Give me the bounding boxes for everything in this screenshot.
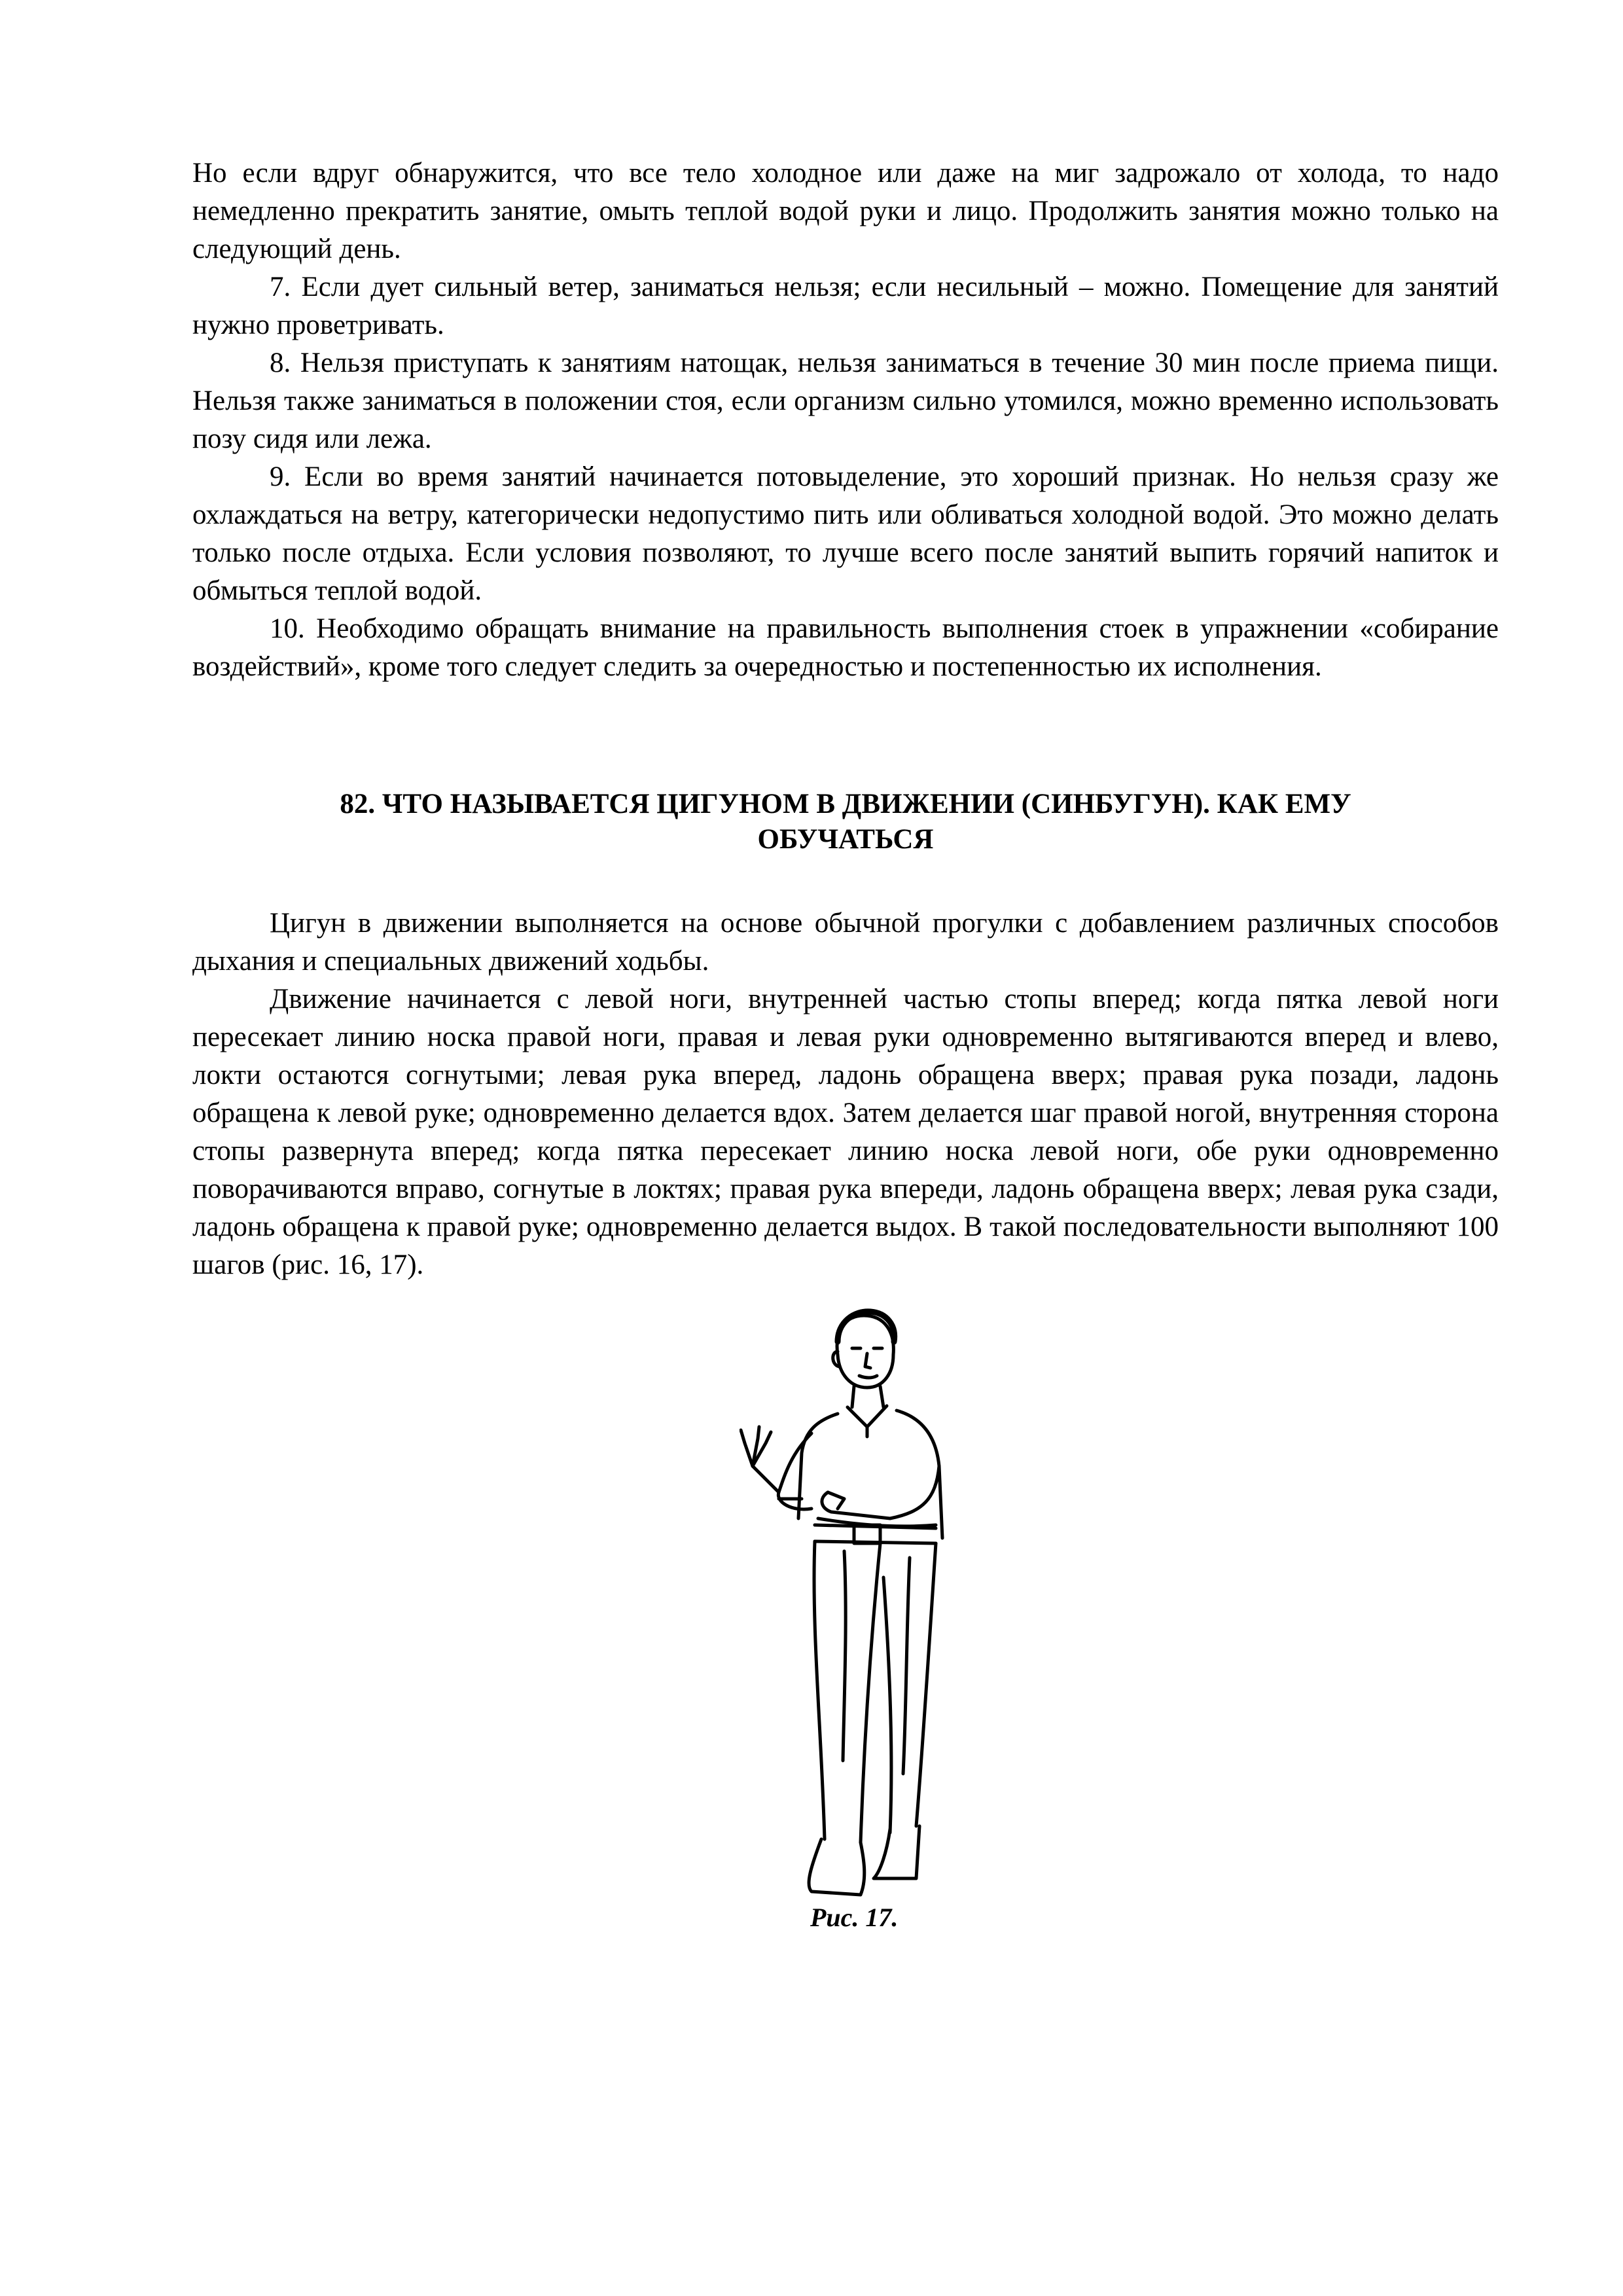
- paragraph-item-10: 10. Необходимо обращать внимание на правильность выполнения стоек в упражнении «собирание воздействий», кроме того следует следить за очередностью и постепенностью их исполнения.: [192, 613, 1499, 682]
- section-heading-line-1: 82. ЧТО НАЗЫВАЕТСЯ ЦИГУНОМ В ДВИЖЕНИИ (СИНБУГУН). КАК ЕМУ: [340, 789, 1351, 819]
- top-text-block: [192, 154, 1499, 686]
- document-page: [192, 154, 1499, 1280]
- section-heading-line-2: ОБУЧАТЬСЯ: [757, 824, 934, 855]
- section-paragraph-description: Движение начинается с левой ноги, внутренней частью стопы вперед; когда пятка левой ноги пересекает линию носка правой ноги, правая и левая руки одновременно вытягиваются вперед и влево, локти остаются согнутыми; левая рука вперед, ладонь обращена вверх; правая рука позади, ладонь обращена к левой руке; одновременно делается вдох. Затем делается шаг правой ногой, внутренняя сторона стопы развернута вперед; когда пятка пересекает линию носка левой ноги, обе руки одновременно поворачиваются вправо, согнутые в локтях; правая рука впереди, ладонь обращена вверх; левая рука сзади, ладонь обращена к правой руке; одновременно делается выдох. В такой последовательности выполняют 100 шагов (рис. 16, 17).: [192, 984, 1499, 1280]
- section-heading: [192, 787, 1499, 857]
- paragraph-item-7: 7. Если дует сильный ветер, заниматься нельзя; если несильный – можно. Помещение для занятий нужно проветривать.: [192, 272, 1499, 340]
- paragraph-continuation: Но если вдруг обнаружится, что все тело холодное или даже на миг задрожало от холода, то надо немедленно прекратить занятие, омыть теплой водой руки и лицо. Продолжить занятия можно только на следующий день.: [192, 158, 1499, 264]
- paragraph-item-8: 8. Нельзя приступать к занятиям натощак, нельзя заниматься в течение 30 мин после приема пищи. Нельзя также заниматься в положении стоя, если организм сильно утомился, можно временно использовать позу сидя или лежа.: [192, 348, 1499, 454]
- section-paragraph-intro: Цигун в движении выполняется на основе обычной прогулки с добавлением различных способов дыхания и специальных движений ходьбы.: [192, 908, 1499, 977]
- section-text-block: [192, 905, 1499, 1284]
- paragraph-item-9: 9. Если во время занятий начинается потовыделение, это хороший признак. Но нельзя сразу же охлаждаться на ветру, категорически недопустимо пить или обливаться холодной водой. Это можно делать только после отдыха. Если условия позволяют, то лучше всего после занятий выпить горячий напиток и обмыться теплой водой.: [192, 461, 1499, 606]
- figure-caption: Рис. 17.: [810, 1903, 899, 1932]
- walking-man-illustration: [740, 1302, 988, 1957]
